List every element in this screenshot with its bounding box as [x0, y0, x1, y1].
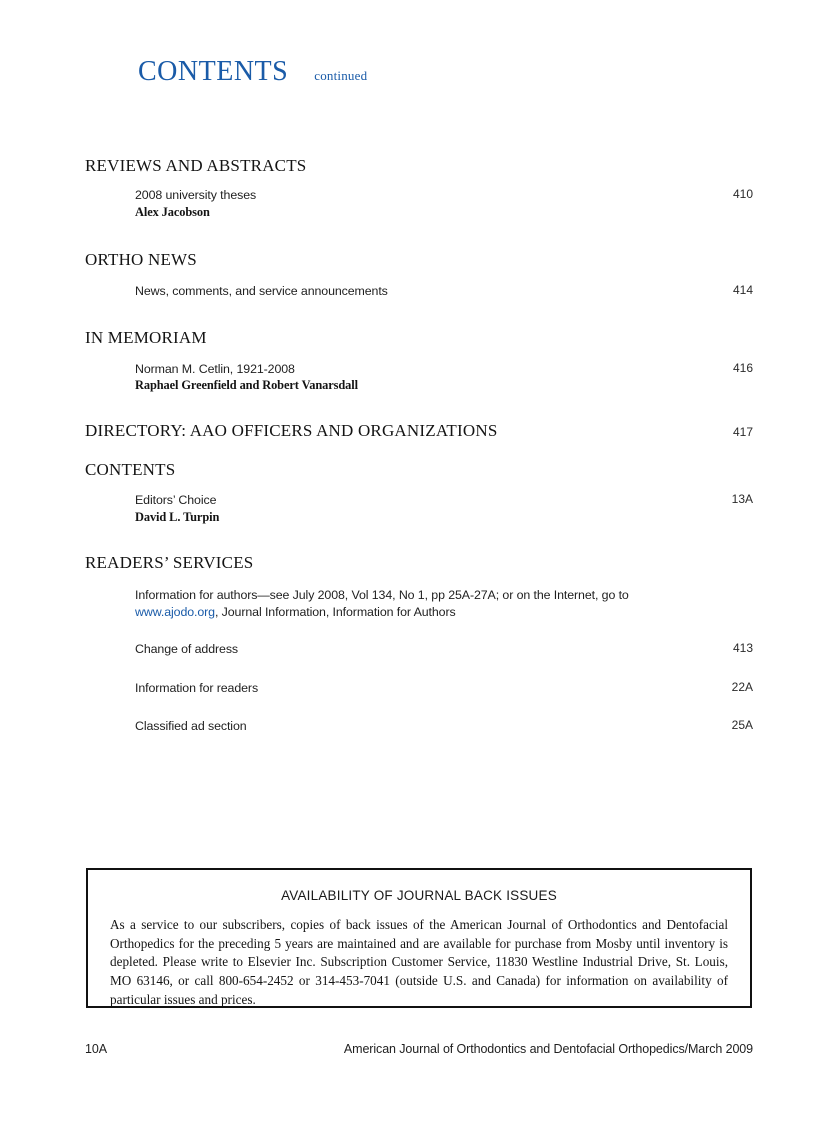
- toc-entry-title: Classified ad section: [135, 719, 247, 734]
- toc-entry-authors: Alex Jacobson: [135, 204, 210, 219]
- section-entries: [85, 587, 753, 735]
- toc-entry-title: News, comments, and service announcements: [135, 283, 388, 298]
- section-entries: [85, 283, 753, 300]
- readers-services-info-text: [135, 587, 701, 620]
- section-heading-row: [85, 250, 753, 270]
- toc-entry[interactable]: [85, 492, 753, 525]
- section-heading: ORTHO NEWS: [85, 249, 197, 269]
- toc-entry-authors: Raphael Greenfield and Robert Vanarsdall: [135, 378, 358, 393]
- toc-section-in-memoriam: [85, 328, 753, 394]
- toc-entry-title: Editors’ Choice: [135, 493, 217, 508]
- back-issues-body: As a service to our subscribers, copies of back issues of the American Journal of Orthodontics and Dentofacial Orthopedics for the preceding 5 years are maintained and are available for purchase from Mosby until inventory is depleted. Please write to Elsevier Inc. Subscription Customer Service, 11830 Westline Industrial Drive, St. Louis, MO 63146, or call 800-654-2452 or 314-453-7041 (outside U.S. and Canada) for information on availability of particular issues and prices.: [110, 917, 728, 1007]
- toc-entry-title: Information for readers: [135, 680, 259, 695]
- toc-entry[interactable]: [85, 641, 753, 658]
- page-footer: [85, 1042, 753, 1056]
- info-line-second: , Journal Information, Information for Authors: [214, 605, 456, 620]
- table-of-contents: [85, 156, 753, 735]
- section-heading-row: [85, 553, 753, 573]
- section-entries: [85, 492, 753, 525]
- toc-entry-page-number: 416: [732, 360, 753, 375]
- section-heading: REVIEWS AND ABSTRACTS: [85, 156, 307, 175]
- toc-entry-page-number: 25A: [731, 718, 753, 733]
- toc-section-ortho-news: [85, 250, 753, 300]
- footer-journal-line: American Journal of Orthodontics and Dentofacial Orthopedics/March 2009: [343, 1042, 753, 1056]
- toc-section-readers-services: [85, 553, 753, 735]
- toc-entry-title: Change of address: [135, 641, 239, 656]
- ajodo-url-link[interactable]: www.ajodo.org: [135, 605, 215, 620]
- section-heading-row: [85, 460, 753, 480]
- toc-entry-page-number: 22A: [731, 679, 753, 694]
- toc-section-reviews-and-abstracts: [85, 156, 753, 220]
- section-entries: [85, 361, 753, 394]
- section-heading-row: [85, 328, 753, 348]
- section-heading: CONTENTS: [85, 460, 176, 480]
- section-entries: [85, 187, 753, 220]
- readers-services-info-block: [85, 587, 753, 620]
- section-heading-row: [85, 156, 753, 176]
- page-title: CONTENTS: [138, 56, 289, 87]
- section-heading-page-number: 417: [732, 425, 753, 440]
- toc-entry-page-number: 410: [732, 187, 753, 201]
- toc-entry-title: Norman M. Cetlin, 1921-2008: [135, 361, 295, 376]
- toc-entry[interactable]: [85, 361, 753, 394]
- toc-entry-page-number: 13A: [731, 492, 753, 507]
- toc-entry-authors: David L. Turpin: [135, 510, 220, 525]
- masthead-continued-label: continued: [314, 68, 368, 83]
- toc-entry[interactable]: [85, 187, 753, 220]
- masthead: [138, 56, 367, 88]
- toc-entry-title: 2008 university theses: [135, 188, 257, 202]
- back-issues-title: AVAILABILITY OF JOURNAL BACK ISSUES: [281, 888, 557, 903]
- section-heading: READERS’ SERVICES: [85, 553, 254, 573]
- toc-entry-page-number: 413: [732, 640, 753, 655]
- section-heading: DIRECTORY: AAO OFFICERS AND ORGANIZATIONS: [85, 421, 498, 441]
- toc-entry[interactable]: [85, 680, 753, 697]
- footer-page-label: 10A: [85, 1042, 107, 1056]
- section-heading-row: [85, 421, 753, 441]
- toc-entry[interactable]: [85, 283, 753, 300]
- info-line-first: Information for authors—see July 2008, Vol 134, No 1, pp 25A-27A; or on the Internet, go to: [135, 588, 629, 603]
- toc-section-contents: [85, 460, 753, 525]
- section-heading: IN MEMORIAM: [85, 327, 207, 347]
- toc-entry-page-number: 414: [732, 282, 753, 297]
- toc-entry[interactable]: [85, 718, 753, 735]
- toc-section-directory[interactable]: [85, 421, 753, 441]
- back-issues-box: [86, 868, 752, 1008]
